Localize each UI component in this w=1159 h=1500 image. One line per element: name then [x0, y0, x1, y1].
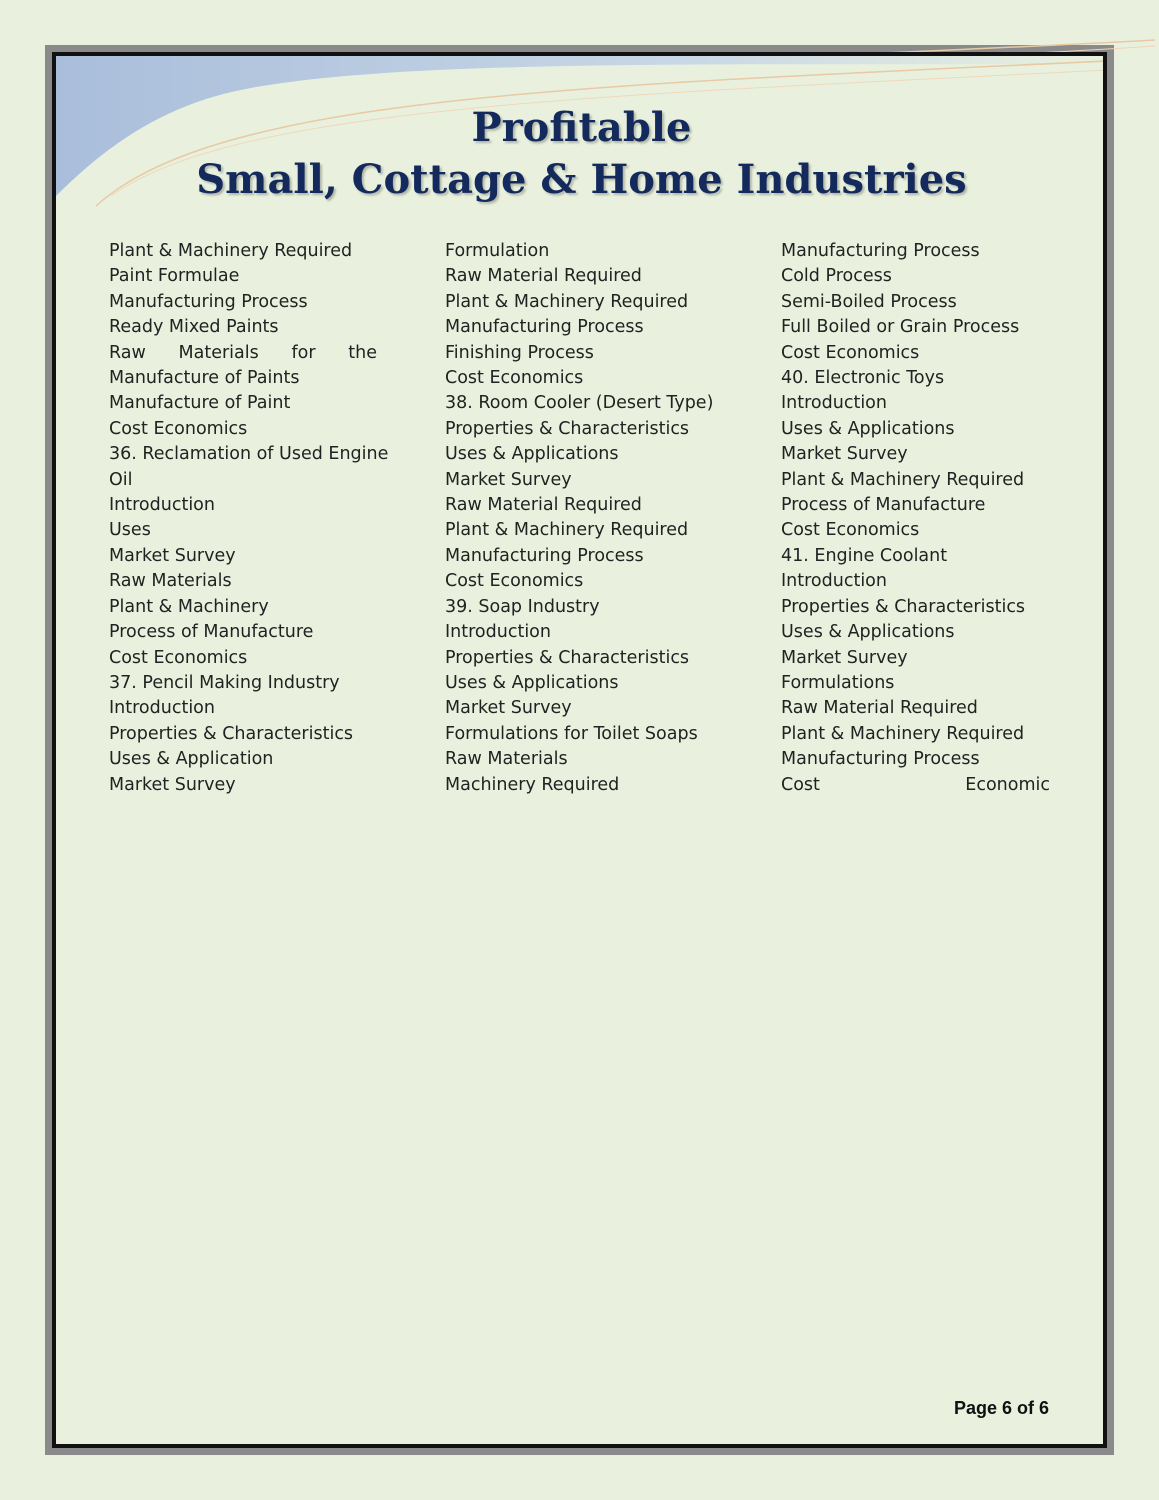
contents-column-1 [109, 239, 389, 798]
contents-item: Raw Material Required [781, 698, 978, 719]
contents-item-word: Raw [109, 342, 146, 363]
contents-item: Process of Manufacture [109, 622, 314, 643]
contents-item: 38. Room Cooler (Desert Type) [445, 393, 714, 414]
page-frame [52, 52, 1107, 1448]
contents-item-word: Cost [781, 774, 820, 795]
contents-item: Cost Economics [781, 520, 920, 541]
contents-item: Raw Material Required [445, 495, 642, 516]
contents-item: Uses & Application [109, 749, 274, 770]
contents-item: Introduction [445, 622, 551, 643]
contents-item: Market Survey [781, 647, 908, 668]
contents-item: Introduction [109, 495, 215, 516]
contents-item: Formulations for Toilet Soaps [445, 723, 698, 744]
contents-item: Properties & Characteristics [445, 418, 690, 439]
contents-item-word: Materials [178, 342, 259, 363]
contents-item: Oil [109, 469, 133, 490]
contents-item: Uses & Applications [445, 672, 619, 693]
page-number: Page 6 of 6 [953, 1398, 1049, 1418]
contents-item: Paint Formulae [109, 266, 240, 287]
contents-item: Cost Economics [109, 647, 248, 668]
page-title-line1: Profitable [471, 104, 692, 151]
contents-item-word: for [291, 342, 316, 363]
contents-item: Manufacture of Paints [109, 368, 300, 389]
contents-item: Cold Process [781, 266, 892, 287]
contents-column-2 [445, 239, 735, 798]
contents-item: Market Survey [445, 469, 572, 490]
contents-item: Plant & Machinery Required [781, 723, 1025, 744]
contents-item: Introduction [109, 698, 215, 719]
contents-item: Properties & Characteristics [109, 723, 354, 744]
contents-item: 39. Soap Industry [445, 596, 600, 617]
contents-item: Machinery Required [445, 774, 620, 795]
contents-item: Raw Material Required [445, 266, 642, 287]
contents-item: Uses & Applications [445, 444, 619, 465]
contents-item: Market Survey [445, 698, 572, 719]
contents-item: Plant & Machinery Required [445, 520, 689, 541]
contents-item: Manufacturing Process [781, 241, 980, 261]
contents-item: Introduction [781, 393, 887, 414]
contents-item: Market Survey [109, 545, 236, 566]
contents-item: Cost Economics [109, 418, 248, 439]
contents-item: Properties & Characteristics [781, 596, 1026, 617]
contents-item: Finishing Process [445, 342, 594, 363]
contents-item [109, 341, 377, 366]
contents-item: Process of Manufacture [781, 495, 986, 516]
contents-item: Plant & Machinery Required [445, 291, 689, 312]
contents-item: Market Survey [781, 444, 908, 465]
contents-item: Cost Economics [445, 368, 584, 389]
contents-item: Cost Economics [781, 342, 920, 363]
contents-item: Manufacturing Process [445, 317, 644, 338]
contents-item: 40. Electronic Toys [781, 368, 945, 389]
contents-item: Manufacturing Process [445, 545, 644, 566]
contents-item: Plant & Machinery Required [109, 241, 353, 261]
contents-item: Formulation [445, 241, 550, 261]
contents-item: Manufacturing Process [109, 291, 308, 312]
contents-item: Plant & Machinery Required [781, 469, 1025, 490]
contents-item: Introduction [781, 571, 887, 592]
contents-item: Uses [109, 520, 151, 541]
contents-item: Uses & Applications [781, 622, 955, 643]
contents-item: Uses & Applications [781, 418, 955, 439]
contents-item: Ready Mixed Paints [109, 317, 279, 338]
contents-item: Raw Materials [445, 749, 568, 770]
contents-item: Full Boiled or Grain Process [781, 317, 1020, 338]
contents-item-word: Economic [965, 774, 1050, 795]
contents-item: Properties & Characteristics [445, 647, 690, 668]
contents-item: 37. Pencil Making Industry [109, 672, 340, 693]
contents-item: Market Survey [109, 774, 236, 795]
contents-item: Plant & Machinery [109, 596, 269, 617]
contents-item: 41. Engine Coolant [781, 545, 948, 566]
contents-column-3 [781, 239, 1050, 798]
contents-item: Raw Materials [109, 571, 232, 592]
contents-item: Manufacturing Process [781, 749, 980, 770]
contents-item: Formulations [781, 672, 895, 693]
contents-item: Cost Economics [445, 571, 584, 592]
contents-item: Semi-Boiled Process [781, 291, 957, 312]
contents-item [781, 773, 1050, 798]
contents-item: 36. Reclamation of Used Engine [109, 444, 389, 465]
contents-item: Manufacture of Paint [109, 393, 291, 414]
page-title-line2: Small, Cottage & Home Industries [196, 156, 967, 203]
contents-item-word: the [348, 342, 377, 363]
